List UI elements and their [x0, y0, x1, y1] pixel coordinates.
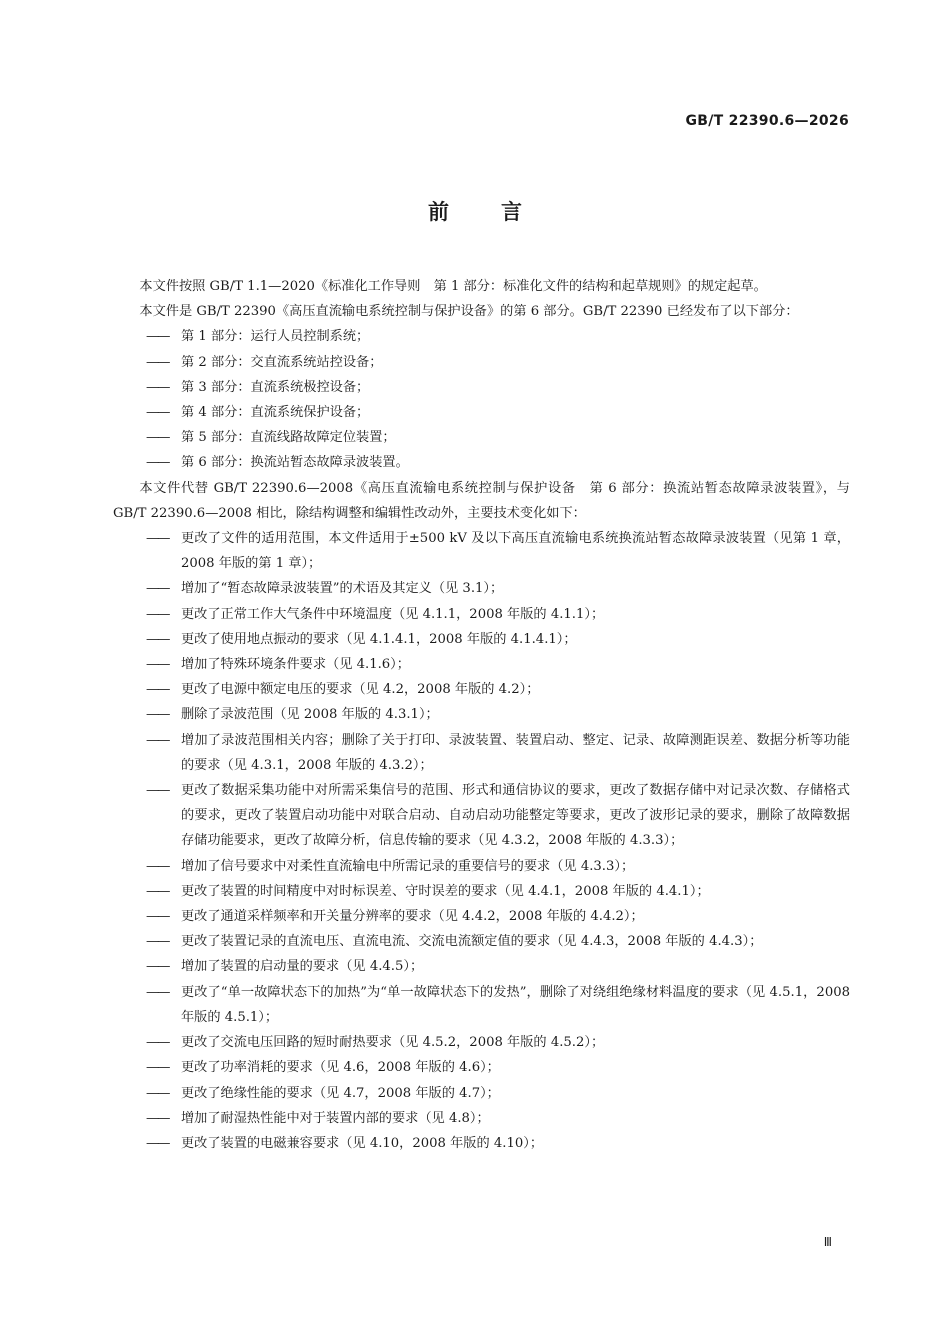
parts-list-item: —— 第 1 部分：运行人员控制系统； — [113, 324, 850, 349]
dash-mark: —— — [146, 934, 169, 950]
dash-mark: —— — [146, 329, 169, 345]
change-list-item: —— 删除了录波范围（见 2008 年版的 4.3.1）； — [113, 702, 850, 727]
dash-mark: —— — [146, 1085, 169, 1101]
change-list-item: —— 增加了耐湿热性能中对于装置内部的要求（见 4.8）； — [113, 1106, 850, 1131]
standard-code: GB/T 22390.6—2026 — [685, 113, 849, 129]
page-number: Ⅲ — [823, 1235, 832, 1249]
change-list-item: —— 更改了功率消耗的要求（见 4.6，2008 年版的 4.6）； — [113, 1055, 850, 1080]
change-list-item: —— 更改了数据采集功能中对所需采集信号的范围、形式和通信协议的要求，更改了数据存储中对记录次数、存储格式的要求，更改了装置启动功能中对联合启动、自动启动功能整定等要求，更改了波形记录的要求，删除了故障数据存储功能要求，更改了故障分析，信息传输的要求（见 4.3.2，2008 年版的 4.3.3）； — [113, 778, 850, 854]
foreword-body — [113, 274, 850, 1156]
dash-mark: —— — [146, 631, 169, 647]
change-list-item: —— 更改了电源中额定电压的要求（见 4.2，2008 年版的 4.2）； — [113, 677, 850, 702]
dash-mark: —— — [146, 657, 169, 673]
change-list-item: —— 增加了装置的启动量的要求（见 4.4.5）； — [113, 954, 850, 979]
dash-mark: —— — [146, 682, 169, 698]
change-list-item: —— 更改了绝缘性能的要求（见 4.7，2008 年版的 4.7）； — [113, 1081, 850, 1106]
change-list-item: —— 更改了装置记录的直流电压、直流电流、交流电流额定值的要求（见 4.4.3，2008 年版的 4.4.3）； — [113, 929, 850, 954]
dash-mark: —— — [146, 455, 169, 471]
dash-mark: —— — [146, 531, 169, 547]
change-list-item: —— 更改了装置的电磁兼容要求（见 4.10，2008 年版的 4.10）； — [113, 1131, 850, 1156]
parts-list-item: —— 第 4 部分：直流系统保护设备； — [113, 400, 850, 425]
change-list-item: —— 更改了装置的时间精度中对时标误差、守时误差的要求（见 4.4.1，2008 年版的 4.4.1）； — [113, 879, 850, 904]
dash-mark: —— — [146, 1110, 169, 1126]
dash-mark: —— — [146, 858, 169, 874]
dash-mark: —— — [146, 984, 169, 1000]
change-list-item: —— 增加了录波范围相关内容；删除了关于打印、录波装置、装置启动、整定、记录、故障测距误差、数据分析等功能的要求（见 4.3.1，2008 年版的 4.3.2）； — [113, 728, 850, 778]
change-list-item: —— 更改了正常工作大气条件中环境温度（见 4.1.1，2008 年版的 4.1.1）； — [113, 602, 850, 627]
dash-mark: —— — [146, 959, 169, 975]
intro-paragraph: 本文件是 GB/T 22390《高压直流输电系统控制与保护设备》的第 6 部分。GB/T 22390 已经发布了以下部分： — [139, 304, 799, 320]
change-list-item: —— 增加了特殊环境条件要求（见 4.1.6）； — [113, 652, 850, 677]
change-list-item: —— 更改了通道采样频率和开关量分辨率的要求（见 4.4.2，2008 年版的 4.4.2）； — [113, 904, 850, 929]
change-list-item: —— 更改了“单一故障状态下的加热”为“单一故障状态下的发热”，删除了对绕组绝缘材料温度的要求（见 4.5.1，2008 年版的 4.5.1）； — [113, 980, 850, 1030]
dash-mark: —— — [146, 732, 169, 748]
page-title: 前言 — [428, 200, 574, 224]
dash-mark: —— — [146, 883, 169, 899]
change-list-item: —— 更改了使用地点振动的要求（见 4.1.4.1，2008 年版的 4.1.4.1）； — [113, 627, 850, 652]
dash-mark: —— — [146, 354, 169, 370]
change-list-item: —— 更改了交流电压回路的短时耐热要求（见 4.5.2，2008 年版的 4.5.2）； — [113, 1030, 850, 1055]
dash-mark: —— — [146, 405, 169, 421]
dash-mark: —— — [146, 606, 169, 622]
parts-list-item: —— 第 6 部分：换流站暂态故障录波装置。 — [113, 450, 850, 475]
dash-mark: —— — [146, 430, 169, 446]
dash-mark: —— — [146, 1135, 169, 1151]
dash-mark: —— — [146, 909, 169, 925]
dash-mark: —— — [146, 783, 169, 799]
parts-list-item: —— 第 2 部分：交直流系统站控设备； — [113, 350, 850, 375]
intro-paragraph: 本文件按照 GB/T 1.1—2020《标准化工作导则 第 1 部分：标准化文件的结构和起草规则》的规定起草。 — [139, 279, 767, 294]
intro-paragraph: 本文件代替 GB/T 22390.6—2008《高压直流输电系统控制与保护设备 第 6 部分：换流站暂态故障录波装置》，与 GB/T 22390.6—2008 相比，除结构调整和编辑性改动外，主要技术变化如下： — [113, 480, 850, 521]
dash-mark: —— — [146, 379, 169, 395]
dash-mark: —— — [146, 1035, 169, 1051]
change-list-item: —— 增加了信号要求中对柔性直流输电中所需记录的重要信号的要求（见 4.3.3）； — [113, 854, 850, 879]
change-list-item: —— 更改了文件的适用范围，本文件适用于±500 kV 及以下高压直流输电系统换流站暂态故障录波装置（见第 1 章，2008 年版的第 1 章）； — [113, 526, 850, 576]
parts-list-item: —— 第 3 部分：直流系统极控设备； — [113, 375, 850, 400]
dash-mark: —— — [146, 707, 169, 723]
dash-mark: —— — [146, 581, 169, 597]
dash-mark: —— — [146, 1060, 169, 1076]
change-list-item: —— 增加了“暂态故障录波装置”的术语及其定义（见 3.1）； — [113, 576, 850, 601]
parts-list-item: —— 第 5 部分：直流线路故障定位装置； — [113, 425, 850, 450]
